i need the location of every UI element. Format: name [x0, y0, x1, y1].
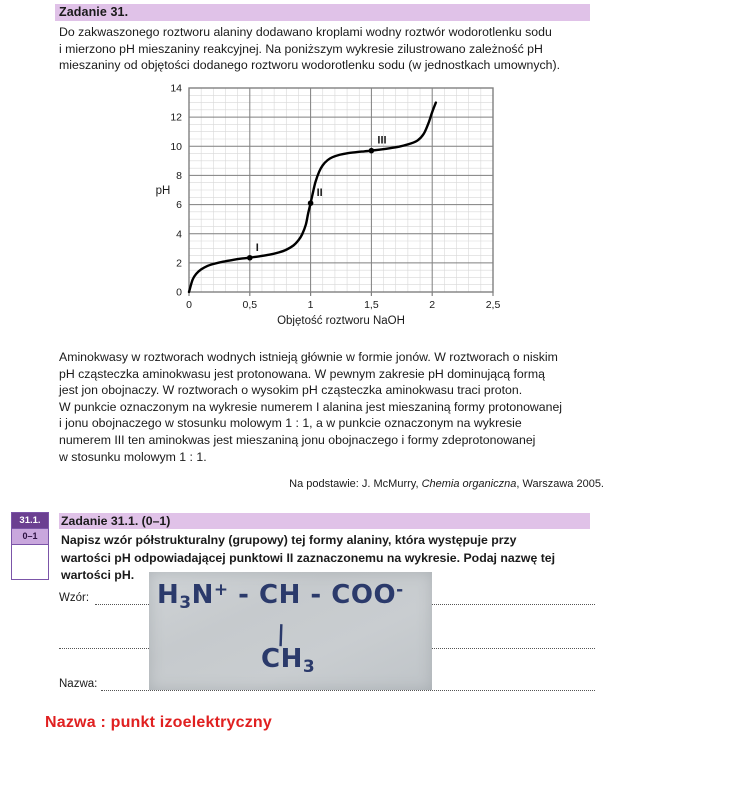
explain-line-2: pH cząsteczka aminokwasu jest protonowana. W pewnym zakresie pH dominującą formą [59, 366, 545, 381]
subtask-header-label: Zadanie 31.1. (0–1) [61, 514, 171, 528]
svg-text:8: 8 [176, 170, 182, 183]
svg-text:Objętość roztworu NaOH: Objętość roztworu NaOH [277, 315, 405, 326]
svg-text:4: 4 [176, 228, 182, 241]
svg-text:pH: pH [155, 185, 171, 197]
intro-line-3: mieszaniny od objętości dodanego roztworu wodorotlenku sodu (w jednostkach umownych). [59, 58, 561, 73]
svg-text:12: 12 [170, 111, 182, 124]
hw-n: N [191, 580, 214, 610]
prompt-line-2: wartości pH odpowiadającej punktowi II zaznaczonemu na wykresie. Podaj nazwę tej [61, 550, 556, 565]
subtask-header-band [59, 513, 590, 529]
handwritten-branch [261, 644, 315, 677]
explain-line-4: W punkcie oznaczonym na wykresie numerem I alanina jest mieszaniną formy protonowanej [59, 399, 563, 414]
titration-chart-svg [135, 78, 515, 326]
svg-text:0: 0 [186, 299, 192, 311]
hw-dash-2: - [300, 580, 332, 610]
hw-branch-sub: 3 [302, 657, 316, 677]
prompt-line-3: wartości pH. [61, 568, 135, 582]
explain-line-5: i jonu obojnaczego w stosunku molowym 1 : 1, a w punkcie oznaczonym na wykresie [59, 416, 522, 431]
source-title: Chemia organiczna [421, 478, 517, 490]
hw-h-sub: 3 [179, 593, 192, 613]
svg-text:2,5: 2,5 [485, 299, 501, 311]
handwritten-formula-main [157, 580, 404, 613]
score-box [11, 512, 49, 580]
formula-label: Wzór: [59, 592, 90, 604]
name-label: Nazwa: [59, 678, 98, 690]
svg-text:10: 10 [170, 140, 182, 153]
task-header-label: Zadanie 31. [59, 5, 129, 19]
task-explanation [59, 349, 604, 465]
handwritten-answer-photo [149, 572, 432, 690]
svg-text:II: II [316, 187, 323, 200]
score-box-number: 31.1. [12, 513, 48, 528]
explain-line-6: numerem III ten aminokwas jest mieszaniną jonu obojnaczego i formy zdeprotonowanej [59, 432, 536, 447]
hw-h: H [157, 580, 180, 610]
score-box-points: 0–1 [12, 528, 48, 545]
score-box-blank[interactable] [12, 545, 48, 579]
prompt-line-1: Napisz wzór półstrukturalny (grupowy) tej formy alaniny, która występuje przy [61, 533, 517, 547]
svg-text:0: 0 [176, 286, 182, 299]
explain-line-1: Aminokwasy w roztworach wodnych istnieją głównie w formie jonów. W roztworach o niskim [59, 350, 558, 364]
svg-text:2: 2 [429, 299, 436, 311]
svg-text:6: 6 [176, 199, 182, 212]
task-intro [59, 24, 599, 74]
source-prefix: Na podstawie: J. McMurry, [289, 478, 422, 490]
handwritten-bond: | [276, 621, 286, 648]
explain-line-3: jest jon obojnaczy. W roztworach o wysokim pH cząsteczka aminokwasu traci proton. [59, 383, 523, 398]
svg-text:III: III [377, 134, 387, 147]
task-header-band [55, 4, 590, 21]
svg-text:0,5: 0,5 [242, 299, 258, 311]
svg-text:1: 1 [307, 299, 314, 311]
svg-text:14: 14 [170, 82, 182, 95]
svg-text:1,5: 1,5 [364, 299, 379, 311]
hw-coo: COO [331, 580, 397, 610]
answer-line-3[interactable] [101, 690, 595, 691]
svg-text:2: 2 [176, 257, 182, 270]
hw-n-sup: + [213, 580, 229, 600]
source-suffix: , Warszawa 2005. [516, 478, 604, 490]
source-citation [59, 478, 604, 490]
hw-coo-sup: - [396, 580, 404, 600]
explain-line-7: w stosunku molowym 1 : 1. [59, 449, 207, 464]
titration-chart [135, 78, 515, 326]
hw-ch: CH [259, 580, 301, 610]
hw-branch-ch: CH [261, 644, 303, 674]
hw-dash-1: - [228, 580, 260, 610]
red-annotation: Nazwa : punkt izoelektryczny [45, 714, 272, 731]
intro-line-2: i mierzono pH mieszaniny reakcyjnej. Na poniższym wykresie zilustrowano zależność pH [59, 41, 543, 56]
intro-line-1: Do zakwaszonego roztworu alaniny dodawano kroplami wodny roztwór wodorotlenku sodu [59, 25, 552, 39]
svg-text:I: I [255, 241, 259, 254]
